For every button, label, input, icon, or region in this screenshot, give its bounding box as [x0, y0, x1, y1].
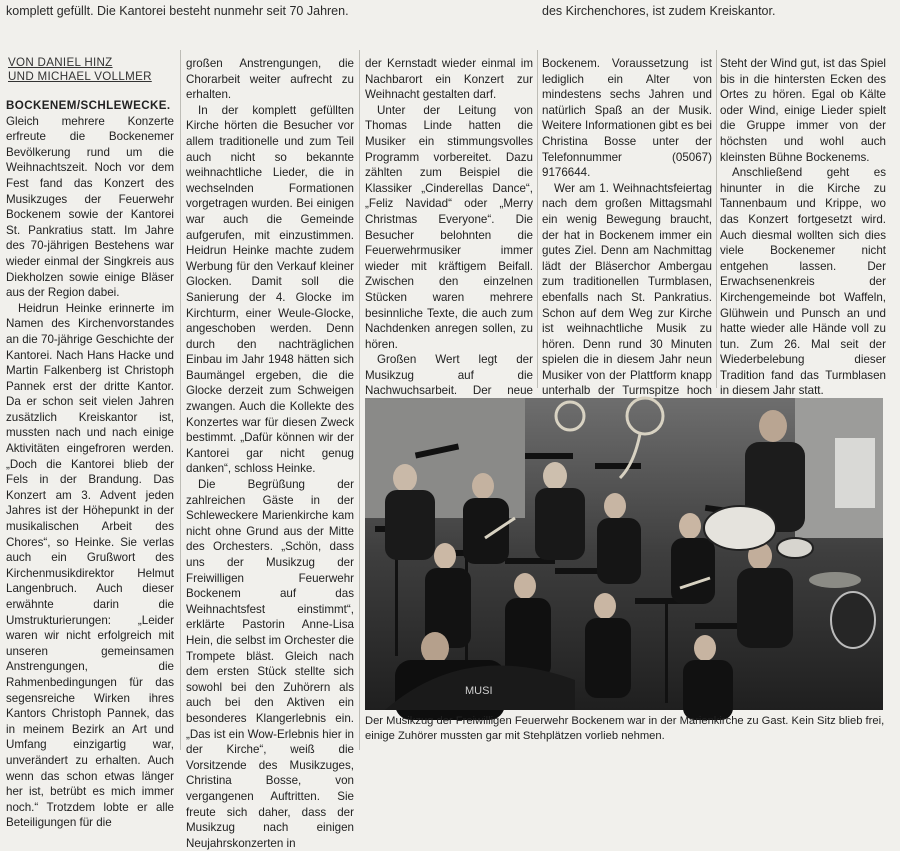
band-photo-icon [365, 398, 883, 710]
article-column-4 [542, 56, 712, 398]
column-divider [359, 50, 360, 750]
column-4-paragraph-2: Wer am 1. Weihnachtsfeiertag nach dem großen Mittagsmahl ein wenig Bewegung braucht, der hat in Bockenem immer ein gutes Ziel. Denn am Nachmittag lädt der Bläserchor Ambergau zum traditionellen Turmblasen, ebenfalls nach St. Pankratius. Schon auf dem Weg zur Kirche ist weihnachtliche Musik zu hören. Denn rund 30 Minuten spielen die in diesem Jahr neun Musiker von der Plattform knapp unterhalb der Turmspitze hoch [542, 181, 712, 398]
column-5-paragraph-2: Anschließend geht es hinunter in die Kirche zu Tannenbaum und Krippe, wo das Konzert fortgesetzt wird. Auch diesmal wollten sich dies viele Bockenemer nicht entgehen lassen. Der Erwachsenenkreis der Kirchengemeinde bot Waffeln, Glühwein und Punsch an und hatte wieder alle Hände voll zu tun. Zum 26. Mal seit der Wiederbelebung dieser Tradition fand das Turmblasen in diesem Jahr statt. [720, 166, 886, 398]
article-column-3 [365, 56, 533, 398]
column-5-paragraph-1: Steht der Wind gut, ist das Spiel bis in die hintersten Ecken des Ortes zu hören. Egal ob Kälte oder Wind, einige Lieder spielt die Gruppe immer von der höchsten und wohl auch kleinsten Bühne Bockenems. [720, 57, 886, 164]
article-column-5 [720, 56, 886, 398]
article-column-1 [6, 98, 174, 830]
column-3-paragraph-1: der Kernstadt wieder einmal im Nachbarort ein Konzert zur Weihnacht gestalten darf. [365, 57, 533, 102]
column-divider [537, 50, 538, 388]
byline-author-1: VON DANIEL HINZ [8, 56, 113, 69]
top-continuation-left: komplett gefüllt. Die Kantorei besteht nunmehr seit 70 Jahren. [6, 4, 349, 18]
top-continuation-right: des Kirchenchores, ist zudem Kreiskantor. [542, 4, 776, 18]
photo-caption: Der Musikzug der Freiwilligen Feuerwehr Bockenem war in der Marienkirche zu Gast. Kein Sitz blieb frei, einige Zuhörer mussten gar mit Stehplätzen vorlieb nehmen. [365, 715, 885, 742]
column-1-paragraph-2: Heidrun Heinke erinnerte im Namen des Kirchenvorstandes an die 70-jährige Geschichte der Kantorei. Nach Hans Hacke und Martin Falkenberg ist Christoph Pannek erst der dritte Kantor. Da er schon seit vielen Jahren zusätzlich Kreiskantor ist, mussten nach und nach einige Aktivitäten eingefroren werden. „Doch die Kantorei blieb der Fels in der Brandung. Das Konzert am 3. Advent jeden Jahres ist der Höhepunkt in der musikalischen Arbeit des Chores“, so Heinke. Sie verlas auch ein Grußwort des Kirchenmusikdirektor Helmut Langenbruch. Auch dieser erwähnte darin die Umstrukturierungen: „Leider waren wir nicht erfolgreich mit unseren gemeinsamen Anstrengungen, die Rahmenbedingungen für das segensreiche Wirken ihres Kantors Christoph Pannek, das in meinem Bezirk an Art und Umfang einzigartig war, unverändert zu erhalten. Auch wenn das schon etwas länger her ist, betrübt es mich immer noch.“ Trotzdem lobte er alle Beteiligungen für die [6, 301, 174, 830]
band-photo [365, 398, 883, 710]
column-2-paragraph-3: Die Begrüßung der zahlreichen Gäste in der Schleweckere Marienkirche kam nicht ohne Grund aus der Mitte des Orchesters. „Schön, dass uns der Musikzug der Freiwilligen Feuerwehr Bockenem auf das Weihnachtsfest einstimmt“, erklärte Pastorin Anne-Lisa Hein, die selbst im Orchester die Trompete bläst. Gleich nach dem ersten Stück stellte sich sowohl bei den Zuhörern als auch bei den Aktiven ein besonderes Klangerlebnis ein. „Das ist ein Wow-Erlebnis hier in der Kirche“, weiß die Vorsitzende des Musikzuges, Christina Bosse, von vergangenen Auftritten. Sie freute sich daher, dass der Musikzug nach einigen Neujahrskonzerten in [186, 478, 354, 850]
column-3-paragraph-3: Großen Wert legt der Musikzug auf die Nachwuchsarbeit. Der neue [365, 353, 533, 398]
column-3-paragraph-2: Unter der Leitung von Thomas Linde hatten die Musiker ein stimmungsvolles Programm vorbereitet. Dazu zählten zum Beispiel die Klassiker „Cinderellas Dance“, „Feliz Navidad“ oder „Merry Christmas Everyone“. Die Besucher belohnten die Feuerwehrmusiker immer wieder mit kräftigem Beifall. Zwischen den einzelnen Stücken waren mehrere besinnliche Texte, die auch zum Nachdenken anregen sollen, zu hören. [365, 103, 533, 351]
column-2-paragraph-1: großen Anstrengungen, die Chorarbeit weiter aufrecht zu erhalten. [186, 57, 354, 102]
column-1-paragraph-1: Gleich mehrere Konzerte erfreute die Bockenemer Bevölkerung rund um die Weihnachtszeit. Noch vor dem Fest fand das Konzert des Musikzuges der Feuerwehr Bockenem sowie der Kantorei St. Pankratius statt. Im Jahre des 70-jährigen Bestehens war wieder einmal der Singkreis aus Diekholzen sowie einige Bläser aus der Region dabei. [6, 114, 174, 300]
column-divider [716, 50, 717, 388]
column-divider [180, 50, 181, 750]
dateline: BOCKENEM/SCHLEWECKE. [6, 99, 171, 112]
byline [8, 56, 178, 84]
article-column-2 [186, 56, 354, 850]
column-4-paragraph-1: Bockenem. Voraussetzung ist lediglich ein Alter von mindestens sechs Jahren und natürlich Spaß an der Musik. Weitere Informationen gibt es bei Christina Bosse unter der Telefonnummer (05067) 9176644. [542, 57, 712, 180]
byline-author-2: UND MICHAEL VOLLMER [8, 70, 152, 83]
drum-label: MUSI [465, 685, 493, 697]
column-2-paragraph-2: In der komplett gefüllten Kirche hörten die Besucher vor allem traditionelle und zum Teil auch nicht so bekannte weihnachtliche Lieder, die in wechselnden Formationen vorgetragen wurden. Bei einigen war auch die Gemeinde aufgerufen, mit einzustimmen. Heidrun Heinke machte zudem Werbung für den Verkauf kleiner Glocken. Damit soll die Sanierung der 4. Glocke im Kirchturm, einer Weule-Glocke, angeschoben werden. Denn durch den nachträglichen Einbau im Jahr 1948 hätten sich Baumängel ergeben, die die Glocke derzeit zum Schweigen zwangen. Auch die Kollekte des Konzertes war für diesen Zweck bestimmt. „Dafür können wir der Kantorei gar nicht genug danken“, schloss Heinke. [186, 103, 354, 476]
